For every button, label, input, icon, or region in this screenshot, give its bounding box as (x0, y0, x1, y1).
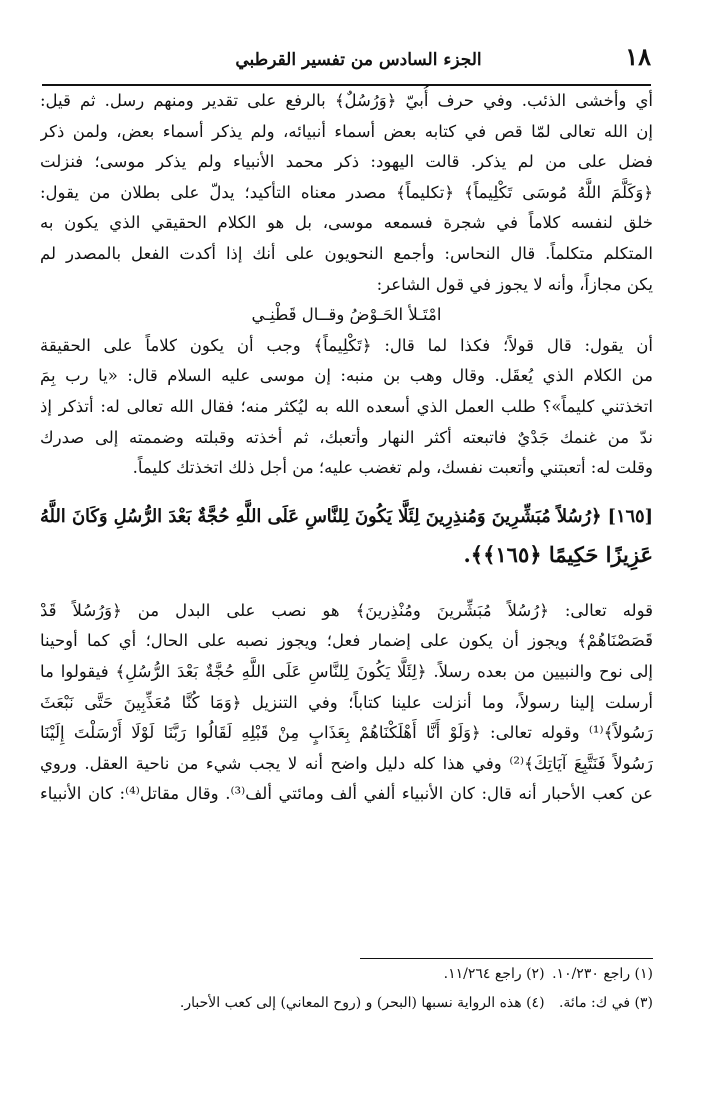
text-line: رَسُولاً﴾⁽¹⁾ وقوله تعالى: ﴿وَلَوْ أَنَّا أَهْلَكْنَاهُمْ بِعَذَابٍ مِنْ قَبْلِهِ لَقَالُوا رَبَّنَا لَوْلَا أَرْسَلْتَ إِلَيْنَا (40, 723, 653, 743)
text-line: يكن مجازاً، وأنه لا يجوز في قول الشاعر: (376, 274, 653, 294)
spacer (40, 484, 653, 498)
text-line: أن يقول: قال قولاً؛ فكذا لما قال: ﴿تَكْلِيماً﴾ وجب أن يكون كلاماً على الحقيقة (40, 335, 653, 355)
text-line: أرسلت إلينا رسولاً، وما أنزلت علينا كتاباً؛ وفي التنزيل ﴿وَمَا كُنَّا مُعَذِّبِينَ حَتَّى نَبْعَثَ (40, 692, 653, 712)
footnote: (١) راجع ١٠/٢٣٠. (552, 966, 653, 982)
footnote-row (40, 995, 653, 1011)
footnote-row (40, 966, 653, 982)
page-number: ١٨ (625, 42, 651, 71)
quran-verse-line: عَزِيزًا حَكِيمًا ﴿١٦٥﴾﴾. (463, 541, 653, 567)
running-header-title: الجزء السادس من تفسير القرطبي (235, 50, 482, 70)
text-line: قَصَصْنَاهُمْ﴾ ويجوز أن يكون على إضمار فعل؛ ويجوز نصبه على الحال؛ أي كما أوحينا (40, 631, 653, 651)
text-line: وقلت له: أتعبتني وأتعبت نفسك، ولم تغضب عليه؛ من أجل ذلك اتخذتك كليماً. (132, 458, 653, 478)
text-line: قوله تعالى: ﴿رُسُلاً مُبَشِّرينَ ومُنْذِرينَ﴾ هو نصب على البدل من ﴿وَرُسُلاً قَدْ (40, 600, 653, 620)
footnote: (٢) راجع ١١/٢٦٤. (443, 966, 545, 982)
spacer (40, 574, 653, 596)
page-body (40, 86, 653, 810)
footnote: (٣) في ك: مائة. (558, 995, 653, 1011)
text-line: اتخذتني كليماً»؟ طلب العمل الذي أسعده الله به ليُكثر منه؛ فقال الله تعالى له: أتذكر إذ (40, 396, 653, 416)
quran-verse-line: [١٦٥] ﴿رُسُلاً مُبَشِّرِينَ وَمُنذِرِينَ لِئَلَّا يَكُونَ لِلنَّاسِ عَلَى اللَّهِ حُجَّةٌ بَعْدَ الرُّسُلِ وَكَانَ اللَّهُ (40, 505, 653, 527)
text-line: إلى نوح والنبيين من بعده رسلاً. ﴿لِئَلَّا يَكُونَ لِلنَّاسِ عَلَى اللَّهِ حُجَّةٌ بَعْدَ الرُّسُلِ﴾ فيقولوا ما (40, 661, 653, 681)
text-line: من الكلام الذي يُعقَل. وقال وهب بن منبه: إن موسى عليه السلام قال: «يا رب بِمَ (40, 366, 653, 386)
poetry-line: امْتَـلأ الحَـوْضُ وقــال قَطْنِـي (251, 305, 442, 325)
text-line: إن الله تعالى لمّا قص في كتابه بعض أسماء أنبيائه، ولم يذكر أسماء بعض، ولمن ذكر (40, 121, 653, 141)
text-line: فضل على من لم يذكر. قالت اليهود: ذكر محمد الأنبياء ولم يذكر موسى؛ فنزلت (40, 152, 653, 172)
footnote-rule (360, 958, 653, 959)
text-line: ﴿وَكَلَّمَ اللَّهُ مُوسَى تَكْلِيماً﴾ ﴿تكليماً﴾ مصدر معناه التأكيد؛ يدلّ على بطلان من يقول: (40, 182, 653, 202)
text-line: ندّ من غنمك جَدْيٌ فاتبعته أكثر النهار وأتعبك، ثم أخذته وقبلته وضممته إلى صدرك (40, 427, 653, 447)
text-line: خلق لنفسه كلاماً في شجرة فسمعه موسى، بل هو الكلام الحقيقي الذي يكون به (40, 213, 653, 233)
text-line: رَسُولاً فَنَتَّبِعَ آيَاتِكَ﴾⁽²⁾ وفي هذا كله دليل واضح أنه لا يجب شيء من ناحية العقل. وروي (40, 753, 653, 773)
text-line: عن كعب الأحبار أنه قال: كان الأنبياء ألفي ألف ومائتي ألف⁽³⁾. وقال مقاتل⁽⁴⁾: كان الأنبياء (40, 784, 653, 804)
text-line: المتكلم متكلماً. قال النحاس: وأجمع النحويون على أنك إذا أكدت الفعل بالمصدر لم (40, 243, 653, 263)
text-line: أي وأخشى الذئب. وفي حرف أُبيّ ﴿وَرُسُلٌ﴾ بالرفع على تقدير ومنهم رسل. ثم قيل: (40, 91, 653, 110)
footnote: (٤) هذه الرواية نسبها (البحر) و (روح المعاني) إلى كعب الأحبار. (179, 995, 545, 1011)
